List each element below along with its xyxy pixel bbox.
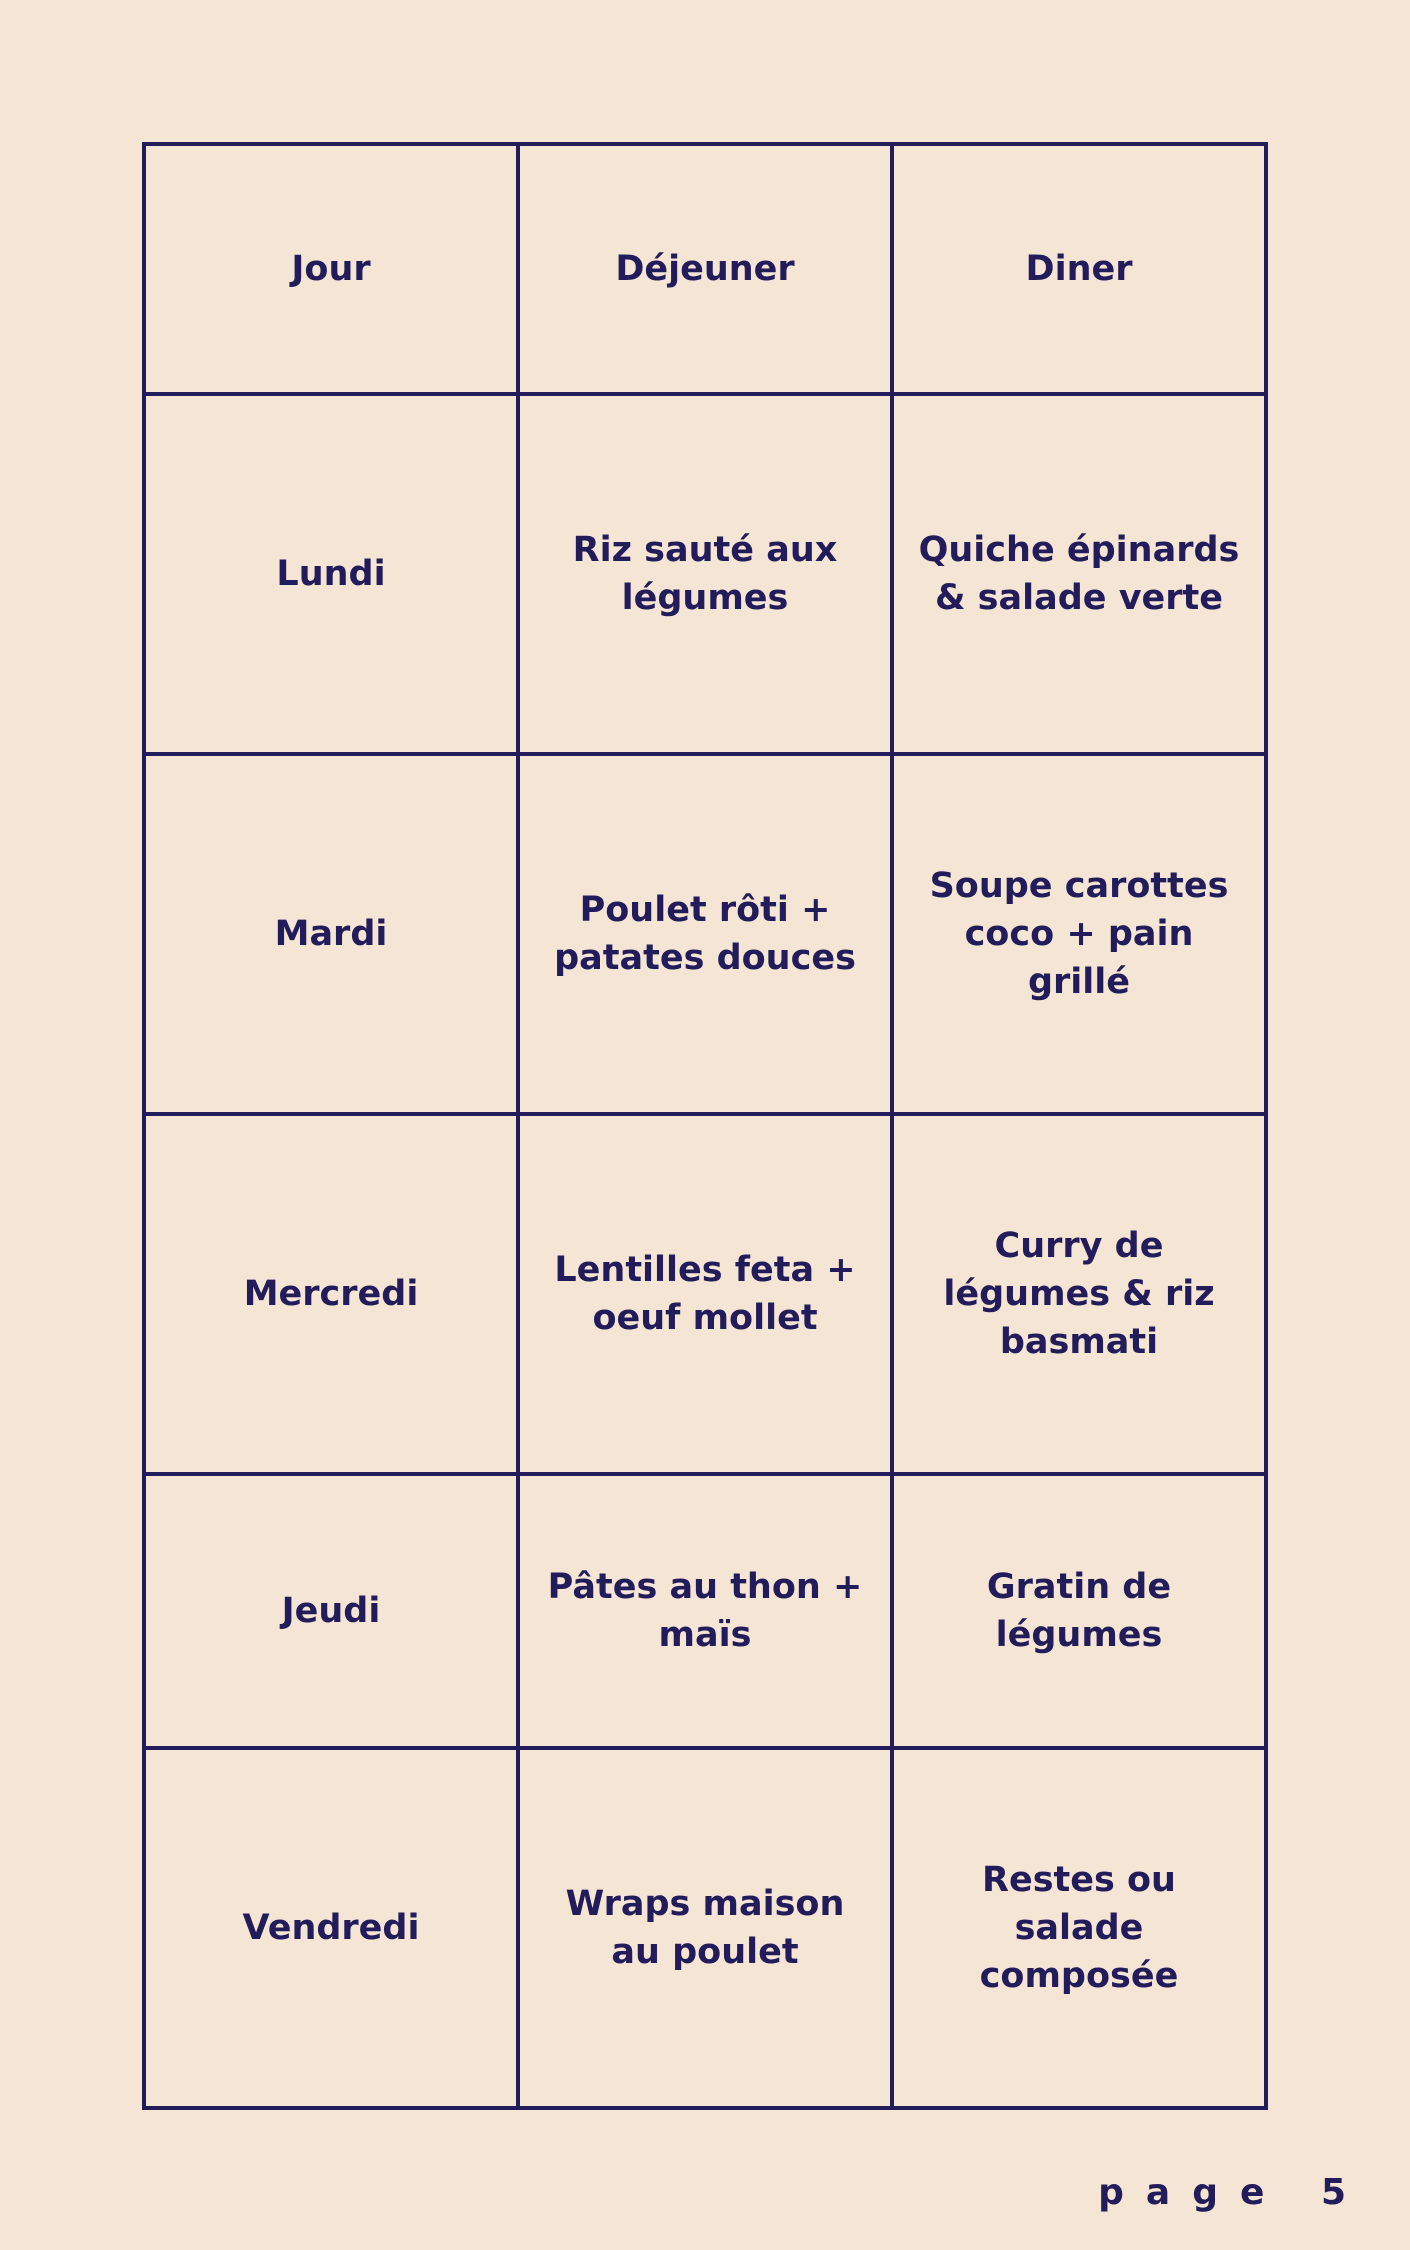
table-row: [144, 754, 1266, 1114]
lunch-cell: Pâtes au thon + maïs: [518, 1474, 892, 1748]
day-cell: Mardi: [144, 754, 518, 1114]
header-row: [144, 144, 1266, 394]
header-dinner: Diner: [892, 144, 1266, 394]
table-row: [144, 1114, 1266, 1474]
lunch-cell: Wraps maison au poulet: [518, 1748, 892, 2108]
day-cell: Mercredi: [144, 1114, 518, 1474]
page-label: page: [1098, 2172, 1287, 2213]
page-number: [1098, 2172, 1368, 2213]
table-row: [144, 394, 1266, 754]
day-cell: Vendredi: [144, 1748, 518, 2108]
table-row: [144, 1748, 1266, 2108]
header-lunch: Déjeuner: [518, 144, 892, 394]
dinner-cell: Quiche épinards & salade verte: [892, 394, 1266, 754]
page-number-value: 5: [1320, 2172, 1368, 2213]
dinner-cell: Soupe carottes coco + pain grillé: [892, 754, 1266, 1114]
day-cell: Jeudi: [144, 1474, 518, 1748]
table-row: [144, 1474, 1266, 1748]
lunch-cell: Lentilles feta + oeuf mollet: [518, 1114, 892, 1474]
dinner-cell: Curry de légumes & riz basmati: [892, 1114, 1266, 1474]
dinner-cell: Restes ou salade composée: [892, 1748, 1266, 2108]
day-cell: Lundi: [144, 394, 518, 754]
table-body: [144, 394, 1266, 2108]
table-header: [144, 144, 1266, 394]
header-day: Jour: [144, 144, 518, 394]
dinner-cell: Gratin de légumes: [892, 1474, 1266, 1748]
lunch-cell: Poulet rôti + patates douces: [518, 754, 892, 1114]
weekly-menu-table: [142, 142, 1268, 2110]
lunch-cell: Riz sauté aux légumes: [518, 394, 892, 754]
